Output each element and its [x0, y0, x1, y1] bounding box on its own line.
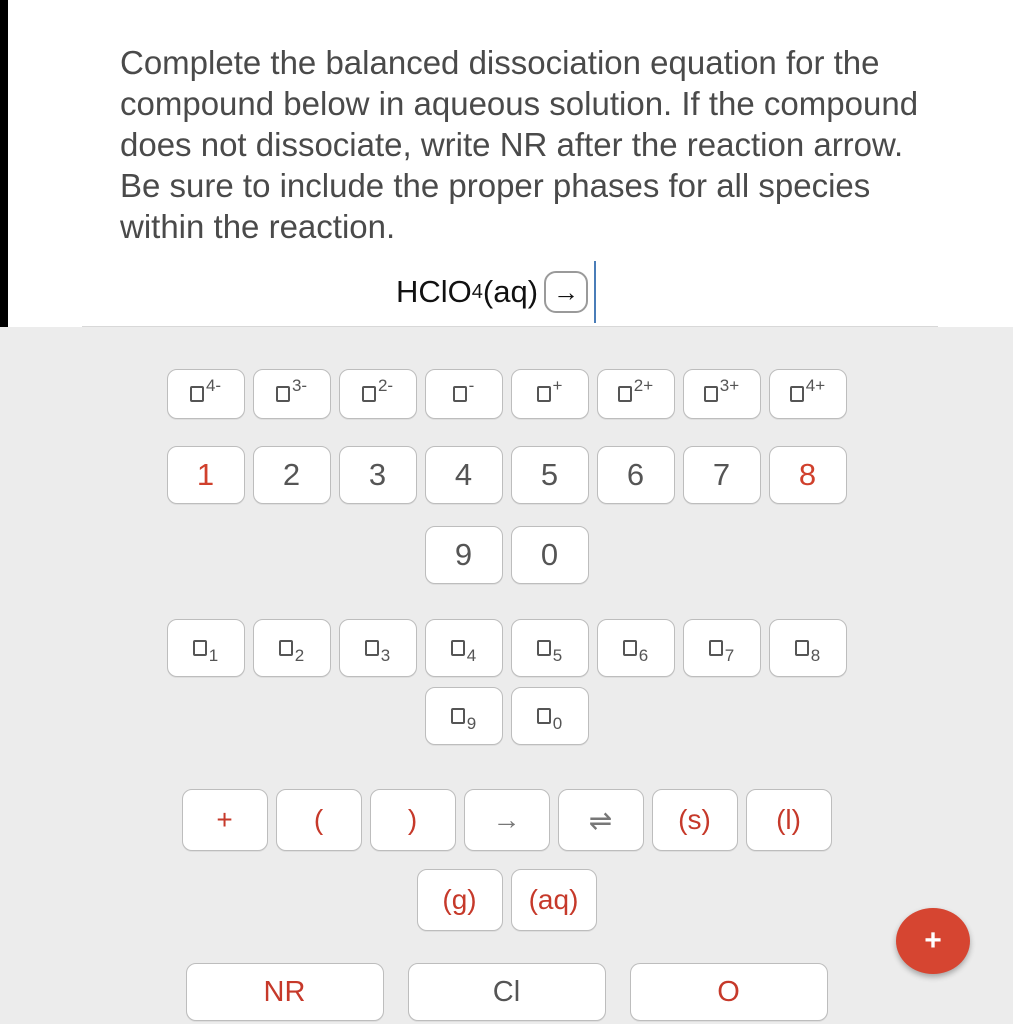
placeholder-box-icon [795, 640, 809, 656]
charge-key-3-plus[interactable]: 3+ [683, 369, 761, 419]
digit-key-4[interactable]: 4 [425, 446, 503, 504]
chemistry-keyboard [0, 327, 1013, 1024]
charge-row [0, 369, 1013, 419]
symbol-row-2 [0, 869, 1013, 931]
digit-key-3[interactable]: 3 [339, 446, 417, 504]
digit-key-1[interactable]: 1 [167, 446, 245, 504]
add-floating-button[interactable]: + [896, 908, 970, 974]
digit-row-1 [0, 446, 1013, 504]
subscript-key-7[interactable]: 7 [683, 619, 761, 677]
placeholder-box-icon [279, 640, 293, 656]
digit-key-0[interactable]: 0 [511, 526, 589, 584]
charge-key-4-minus[interactable]: 4- [167, 369, 245, 419]
placeholder-box-icon [704, 386, 718, 402]
equation-input[interactable] [396, 262, 596, 322]
liquid-phase-key[interactable]: (l) [746, 789, 832, 851]
chlorine-key[interactable]: Cl [408, 963, 606, 1021]
placeholder-box-icon [276, 386, 290, 402]
charge-key-minus[interactable]: - [425, 369, 503, 419]
charge-key-4-plus[interactable]: 4+ [769, 369, 847, 419]
placeholder-box-icon [451, 708, 465, 724]
aqueous-phase-key[interactable]: (aq) [511, 869, 597, 931]
placeholder-box-icon [190, 386, 204, 402]
question-prompt: Complete the balanced dissociation equation for the compound below in aqueous solution. If the compound does not dissociate, write NR after the reaction arrow. Be sure to include the proper phases for all species within the reaction. [120, 44, 919, 245]
equation-formula: HClO [396, 274, 472, 309]
placeholder-box-icon [451, 640, 465, 656]
reaction-arrow-token[interactable]: → [544, 271, 588, 313]
subscript-key-0[interactable]: 0 [511, 687, 589, 745]
subscript-key-2[interactable]: 2 [253, 619, 331, 677]
equation-phase: (aq) [482, 274, 539, 309]
placeholder-box-icon [709, 640, 723, 656]
digit-key-8[interactable]: 8 [769, 446, 847, 504]
digit-key-7[interactable]: 7 [683, 446, 761, 504]
reaction-arrow-key[interactable]: → [464, 789, 550, 851]
subscript-key-6[interactable]: 6 [597, 619, 675, 677]
symbol-row-1 [0, 789, 1013, 851]
subscript-key-5[interactable]: 5 [511, 619, 589, 677]
charge-key-2-minus[interactable]: 2- [339, 369, 417, 419]
charge-key-2-plus[interactable]: 2+ [597, 369, 675, 419]
solid-phase-key[interactable]: (s) [652, 789, 738, 851]
subscript-key-3[interactable]: 3 [339, 619, 417, 677]
subscript-key-9[interactable]: 9 [425, 687, 503, 745]
placeholder-box-icon [790, 386, 804, 402]
digit-row-2 [0, 526, 1013, 584]
subscript-key-8[interactable]: 8 [769, 619, 847, 677]
placeholder-box-icon [453, 386, 467, 402]
digit-key-2[interactable]: 2 [253, 446, 331, 504]
placeholder-box-icon [537, 708, 551, 724]
placeholder-box-icon [365, 640, 379, 656]
no-reaction-key[interactable]: NR [186, 963, 384, 1021]
equation-subscript: 4 [471, 280, 483, 303]
subscript-row-1 [0, 619, 1013, 677]
close-paren-key[interactable]: ) [370, 789, 456, 851]
digit-key-6[interactable]: 6 [597, 446, 675, 504]
digit-key-9[interactable]: 9 [425, 526, 503, 584]
charge-key-plus[interactable]: + [511, 369, 589, 419]
placeholder-box-icon [537, 386, 551, 402]
placeholder-box-icon [618, 386, 632, 402]
placeholder-box-icon [537, 640, 551, 656]
placeholder-box-icon [193, 640, 207, 656]
subscript-key-4[interactable]: 4 [425, 619, 503, 677]
subscript-row-2 [0, 687, 1013, 745]
digit-key-5[interactable]: 5 [511, 446, 589, 504]
gas-phase-key[interactable]: (g) [417, 869, 503, 931]
placeholder-box-icon [362, 386, 376, 402]
plus-key[interactable]: + [182, 789, 268, 851]
element-row [0, 963, 1013, 1021]
subscript-key-1[interactable]: 1 [167, 619, 245, 677]
equilibrium-arrow-key[interactable]: ⇌ [558, 789, 644, 851]
charge-key-3-minus[interactable]: 3- [253, 369, 331, 419]
open-paren-key[interactable]: ( [276, 789, 362, 851]
placeholder-box-icon [623, 640, 637, 656]
text-cursor [594, 261, 596, 323]
oxygen-key[interactable]: O [630, 963, 828, 1021]
